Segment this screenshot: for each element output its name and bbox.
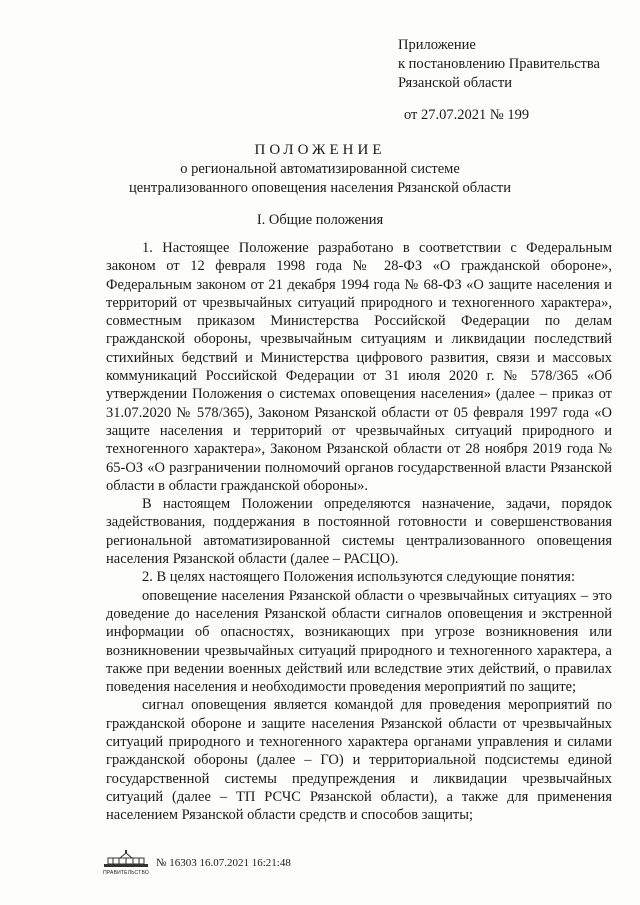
header-date-line: от 27.07.2021 № 199: [404, 107, 530, 123]
section-title: I. Общие положения: [256, 212, 384, 228]
paragraph: В настоящем Положении определяются назначение, задачи, порядок задействования, поддержания в постоянной готовности и совершенствования региональной автоматизированной системы централизованного оповещения населения Рязанской области (далее – РАСЦО).: [106, 496, 612, 568]
document-title: ПОЛОЖЕНИЕ: [254, 142, 386, 158]
stamp-text: № 16303 16.07.2021 16:21:48: [156, 857, 291, 869]
header-line-1: Приложение: [398, 37, 476, 53]
subtitle-line-2: централизованного оповещения населения Рязанской области: [128, 180, 512, 196]
appendix-header: [398, 36, 600, 125]
document-body: [106, 239, 612, 825]
subtitle-line-1: о региональной автоматизированной системе: [180, 161, 460, 177]
paragraph: 1. Настоящее Положение разработано в соответствии с Федеральным законом от 12 февраля 1998 года № 28-ФЗ «О гражданской обороне», Федеральным законом от 21 декабря 1994 года № 68-ФЗ «О защите населения и территорий от чрезвычайных ситуаций природного и техногенного характера», совместным приказом Министерства Российской Федерации по делам гражданской обороны, чрезвычайным ситуациям и ликвидации последствий стихийных бедствий и Министерства цифрового развития, связи и массовых коммуникаций Российской Федерации от 31 июля 2020 г. № 578/365 «Об утверждении Положения о системах оповещения населения» (далее – приказ от 31.07.2020 № 578/365), Законом Рязанской области от 05 февраля 1997 года «О защите населения и территорий от чрезвычайных ситуаций природного и техногенного характера», Законом Рязанской области от 28 ноября 2019 года № 65-ОЗ «О разграничении полномочий органов государственной власти Рязанской области в области гражданской обороны».: [106, 240, 612, 494]
paragraph: оповещение населения Рязанской области о чрезвычайных ситуациях – это доведение до населения Рязанской области сигналов оповещения и экстренной информации об опасностях, возникающих при угрозе возникновения или возникновении чрезвычайных ситуаций природного и техногенного характера, а также при ведении военных действий или вследствие этих действий, о правилах поведения населения и необходимости проведения мероприятий по защите;: [106, 587, 612, 696]
header-line-2: к постановлению Правительства: [398, 56, 600, 72]
header-line-3: Рязанской области: [398, 75, 512, 91]
registration-stamp: [102, 850, 291, 876]
government-building-icon: [102, 850, 150, 876]
document-subtitle: [0, 160, 640, 198]
seal-caption: ПРАВИТЕЛЬСТВО: [103, 870, 149, 876]
paragraph: сигнал оповещения является командой для проведения мероприятий по гражданской обороне и защите населения Рязанской области от чрезвычайных ситуаций природного и техногенного характера органами управления и силами гражданской обороны (далее – ГО) и территориальной подсистемы единой государственной системы предупреждения и ликвидации чрезвычайных ситуаций (далее – ТП РСЧС Рязанской области), а также для применения населением Рязанской области средств и способов защиты;: [106, 697, 612, 824]
paragraph: 2. В целях настоящего Положения используются следующие понятия:: [142, 569, 576, 586]
